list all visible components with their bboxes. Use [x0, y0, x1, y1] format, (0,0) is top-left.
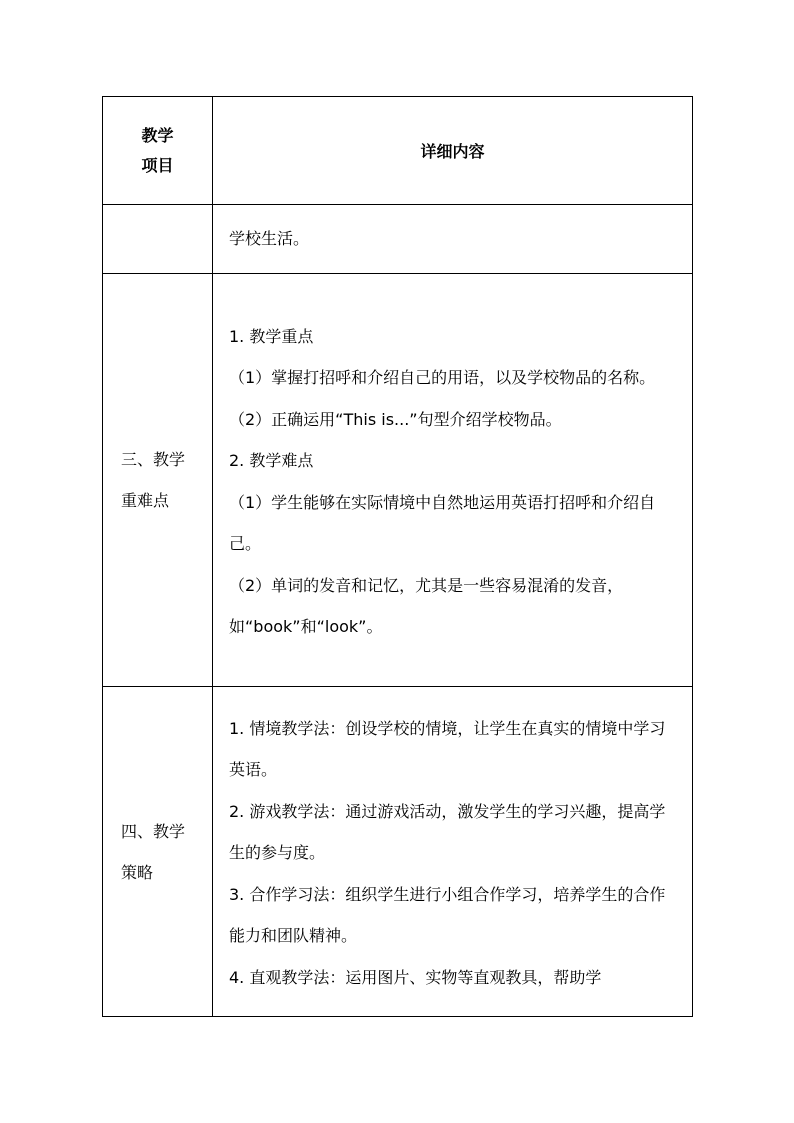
content-line: （2）单词的发音和记忆，尤其是一些容易混淆的发音，如“book”和“look”。 — [229, 575, 624, 636]
row-label-cell — [103, 274, 213, 687]
content-line: 1. 教学重点 — [229, 326, 314, 346]
row-label-line1: 三、教学 — [121, 450, 186, 469]
row-content-cell — [213, 205, 693, 274]
table-row — [103, 205, 693, 274]
row-label-cell — [103, 205, 213, 274]
header-content-cell: 详细内容 — [213, 97, 693, 205]
row-label-line1: 四、教学 — [121, 821, 186, 841]
row-label-cell — [103, 687, 213, 1017]
content-line: （1）学生能够在实际情境中自然地运用英语打招呼和介绍自己。 — [229, 492, 656, 553]
content-line: 3. 合作学习法：组织学生进行小组合作学习，培养学生的合作能力和团队精神。 — [229, 884, 666, 946]
content-line: 2. 教学难点 — [229, 451, 314, 470]
content-line: 1. 情境教学法：创设学校的情境，让学生在真实的情境中学习英语。 — [229, 718, 666, 780]
header-item-cell — [103, 97, 213, 205]
lesson-plan-table — [102, 96, 693, 1017]
header-item-line2: 项目 — [141, 155, 174, 175]
header-item-line1: 教学 — [141, 125, 174, 145]
content-line: 2. 游戏教学法：通过游戏活动，激发学生的学习兴趣，提高学生的参与度。 — [229, 801, 666, 863]
table-row — [103, 274, 693, 687]
content-line: 4. 直观教学法：运用图片、实物等直观教具，帮助学 — [229, 967, 602, 987]
content-line: （2）正确运用“This is...”句型介绍学校物品。 — [229, 409, 562, 429]
table-header-row — [103, 97, 693, 205]
row-label-line2: 重难点 — [121, 491, 170, 510]
row-content-cell — [213, 274, 693, 687]
row-content-cell — [213, 687, 693, 1017]
row-label-line2: 策略 — [121, 862, 154, 882]
content-line: （1）掌握打招呼和介绍自己的用语，以及学校物品的名称。 — [229, 368, 656, 387]
content-line: 学校生活。 — [229, 229, 310, 249]
table-row — [103, 687, 693, 1017]
